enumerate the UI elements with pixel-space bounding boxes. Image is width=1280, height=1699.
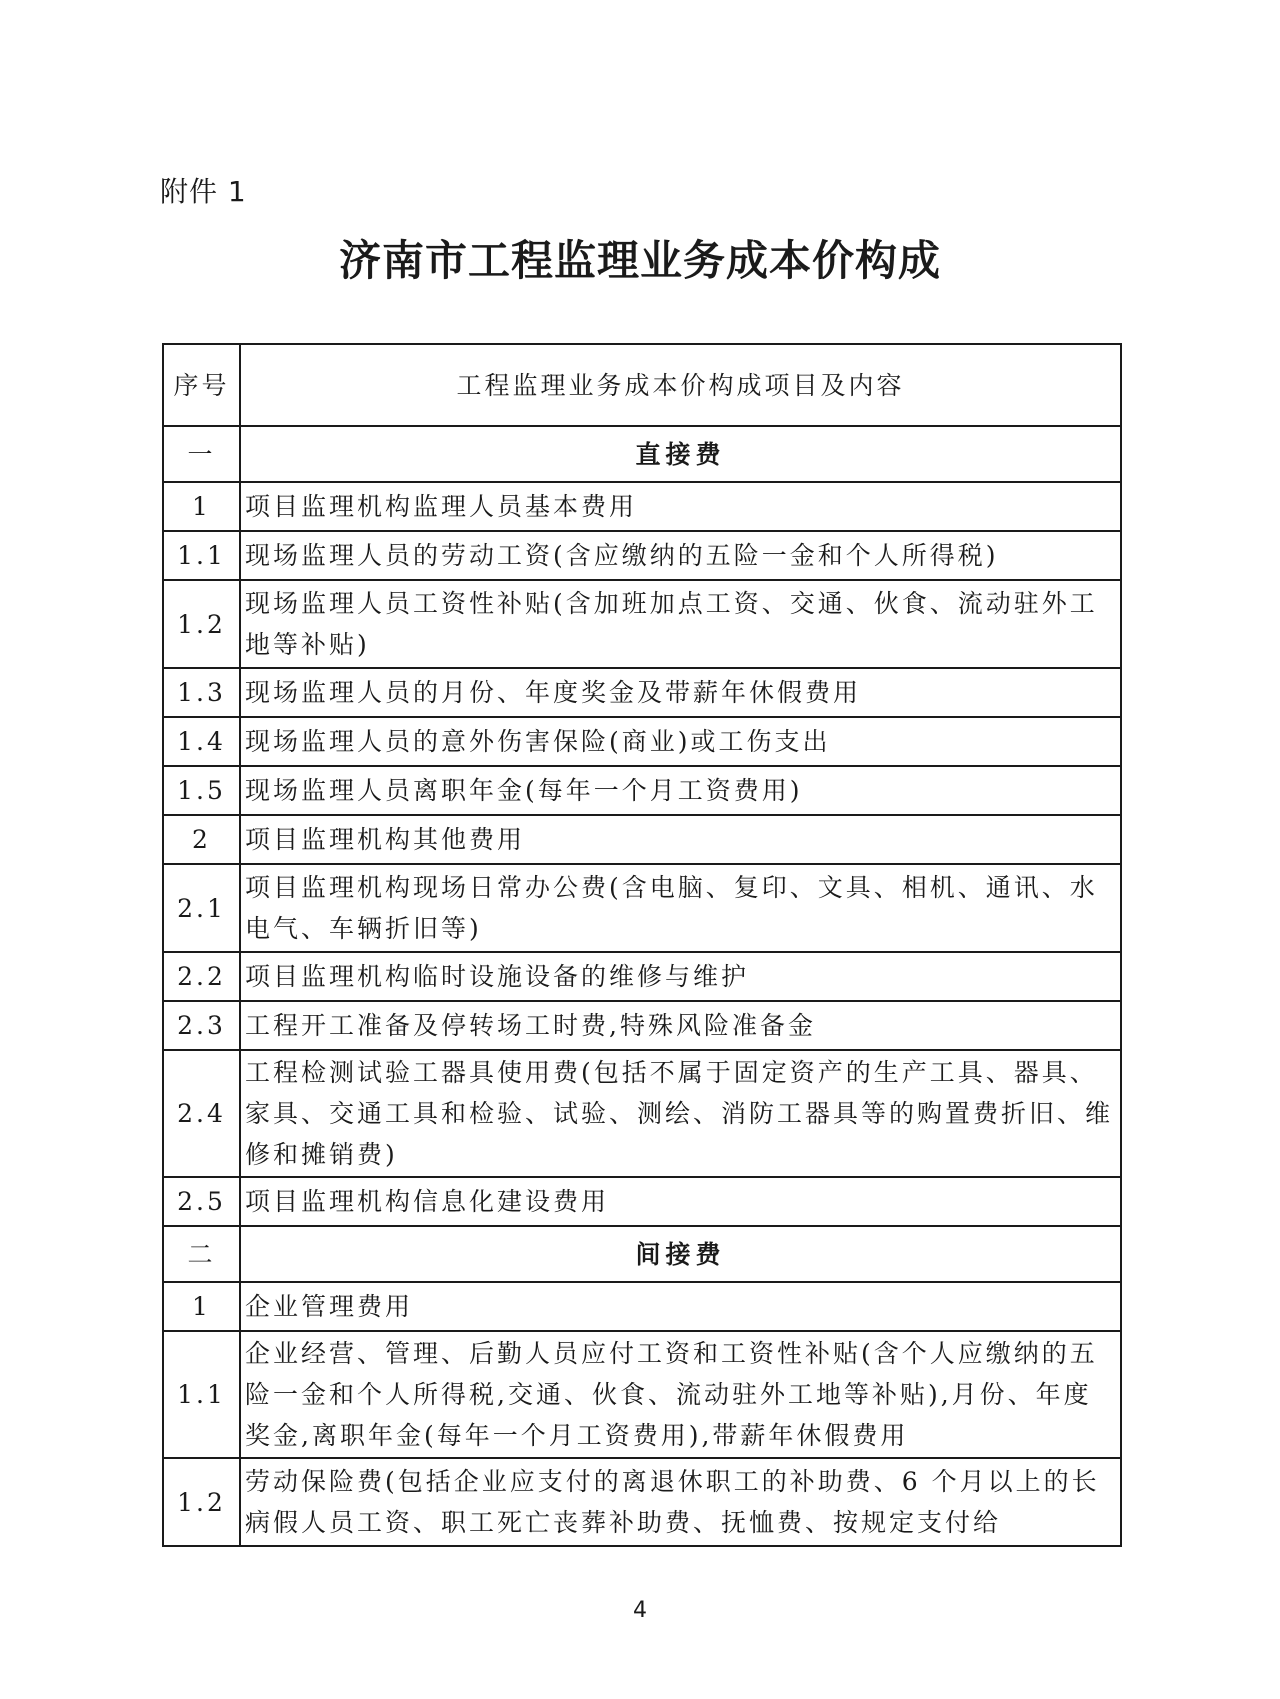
row-number-cell: 二 — [163, 1226, 240, 1282]
row-number-cell: 2.3 — [163, 1001, 240, 1050]
row-content-cell: 项目监理机构临时设施设备的维修与维护 — [240, 952, 1121, 1001]
table-row — [163, 482, 1121, 531]
row-number-cell: 1.1 — [163, 1331, 240, 1458]
row-content-cell: 企业经营、管理、后勤人员应付工资和工资性补贴(含个人应缴纳的五险一金和个人所得税,交通、伙食、流动驻外工地等补贴),月份、年度奖金,离职年金(每年一个月工资费用),带薪年休假费用 — [240, 1331, 1121, 1458]
attachment-label: 附件 1 — [160, 175, 247, 208]
section-title-cell: 直接费 — [240, 426, 1121, 482]
header-content-cell: 工程监理业务成本价构成项目及内容 — [240, 344, 1121, 426]
row-number-cell: 1 — [163, 482, 240, 531]
section-row — [163, 1226, 1121, 1282]
table-row — [163, 1177, 1121, 1226]
row-number-cell: 2.2 — [163, 952, 240, 1001]
cost-composition-table — [162, 343, 1122, 1547]
section-title-cell: 间接费 — [240, 1226, 1121, 1282]
row-content-cell: 项目监理机构其他费用 — [240, 815, 1121, 864]
table-row — [163, 1282, 1121, 1331]
row-content-cell: 现场监理人员的劳动工资(含应缴纳的五险一金和个人所得税) — [240, 531, 1121, 580]
row-content-cell: 项目监理机构监理人员基本费用 — [240, 482, 1121, 531]
row-content-cell: 现场监理人员的月份、年度奖金及带薪年休假费用 — [240, 668, 1121, 717]
row-content-cell: 项目监理机构现场日常办公费(含电脑、复印、文具、相机、通讯、水电气、车辆折旧等) — [240, 864, 1121, 952]
row-content-cell: 现场监理人员离职年金(每年一个月工资费用) — [240, 766, 1121, 815]
table-row — [163, 766, 1121, 815]
table-row — [163, 1001, 1121, 1050]
table-row — [163, 668, 1121, 717]
page-number: 4 — [633, 1598, 647, 1623]
row-number-cell: 2.4 — [163, 1050, 240, 1177]
table-row — [163, 580, 1121, 668]
table-row — [163, 815, 1121, 864]
row-content-cell: 企业管理费用 — [240, 1282, 1121, 1331]
row-number-cell: 1.1 — [163, 531, 240, 580]
header-number-cell: 序号 — [163, 344, 240, 426]
table-row — [163, 1050, 1121, 1177]
row-number-cell: 1.5 — [163, 766, 240, 815]
table-row — [163, 1458, 1121, 1546]
row-content-cell: 劳动保险费(包括企业应支付的离退休职工的补助费、6 个月以上的长病假人员工资、职工死亡丧葬补助费、抚恤费、按规定支付给 — [240, 1458, 1121, 1546]
row-number-cell: 1.3 — [163, 668, 240, 717]
row-number-cell: 1.4 — [163, 717, 240, 766]
section-row — [163, 426, 1121, 482]
row-content-cell: 项目监理机构信息化建设费用 — [240, 1177, 1121, 1226]
row-content-cell: 工程检测试验工器具使用费(包括不属于固定资产的生产工具、器具、家具、交通工具和检验、试验、测绘、消防工器具等的购置费折旧、维修和摊销费) — [240, 1050, 1121, 1177]
table-body — [163, 344, 1121, 1546]
row-content-cell: 现场监理人员的意外伤害保险(商业)或工伤支出 — [240, 717, 1121, 766]
table-row — [163, 717, 1121, 766]
table-row — [163, 1331, 1121, 1458]
table-header-row — [163, 344, 1121, 426]
table-row — [163, 864, 1121, 952]
row-number-cell: 1 — [163, 1282, 240, 1331]
row-content-cell: 现场监理人员工资性补贴(含加班加点工资、交通、伙食、流动驻外工地等补贴) — [240, 580, 1121, 668]
row-number-cell: 2.5 — [163, 1177, 240, 1226]
row-number-cell: 1.2 — [163, 1458, 240, 1546]
table-row — [163, 952, 1121, 1001]
row-number-cell: 1.2 — [163, 580, 240, 668]
row-number-cell: 一 — [163, 426, 240, 482]
table-row — [163, 531, 1121, 580]
document-title: 济南市工程监理业务成本价构成 — [338, 236, 941, 285]
row-number-cell: 2.1 — [163, 864, 240, 952]
row-content-cell: 工程开工准备及停转场工时费,特殊风险准备金 — [240, 1001, 1121, 1050]
row-number-cell: 2 — [163, 815, 240, 864]
